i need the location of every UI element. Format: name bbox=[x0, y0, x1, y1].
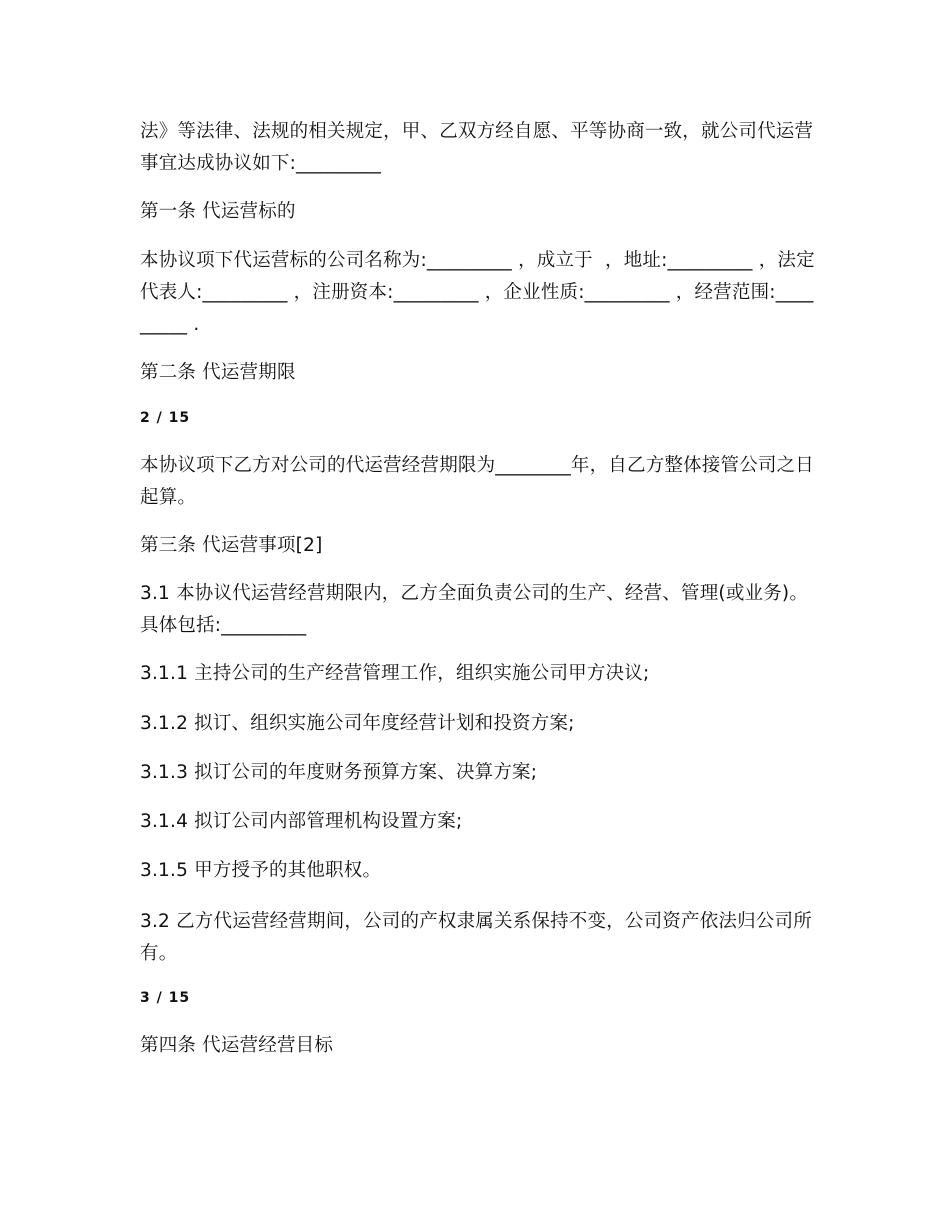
clause-3-1-2: 3.1.2 拟订、组织实施公司年度经营计划和投资方案; bbox=[140, 713, 575, 734]
article-3-heading: 第三条 代运营事项[2] bbox=[140, 535, 323, 556]
article-1-heading: 第一条 代运营标的 bbox=[140, 201, 296, 222]
article-4-heading: 第四条 代运营经营目标 bbox=[140, 1035, 334, 1056]
clause-3-1-1: 3.1.1 主持公司的生产经营管理工作，组织实施公司甲方决议; bbox=[140, 663, 650, 684]
clause-3-1-4: 3.1.4 拟订公司内部管理机构设置方案; bbox=[140, 811, 463, 832]
clause-3-1-5: 3.1.5 甲方授予的其他职权。 bbox=[140, 860, 382, 881]
clause-3-1: 3.1 本协议代运营经营期限内，乙方全面负责公司的生产、经营、管理(或业务)。具体包括:_________ bbox=[140, 583, 809, 636]
clause-3-1-3: 3.1.3 拟订公司的年度财务预算方案、决算方案; bbox=[140, 762, 538, 783]
clause-3-2: 3.2 乙方代运营经营期间，公司的产权隶属关系保持不变，公司资产依法归公司所有。 bbox=[140, 911, 812, 964]
article-2-body: 本协议项下乙方对公司的代运营经营期限为________年，自乙方整体接管公司之日起算。 bbox=[140, 455, 815, 508]
page-number-marker: 3 / 15 bbox=[140, 990, 191, 1006]
article-1-body: 本协议项下代运营标的公司名称为:_________ ，成立于 ，地址:_________ ，法定代表人:_________ ，注册资本:_________ ，企业性质:_________ ，经营范围:_________ . bbox=[140, 250, 815, 335]
article-2-heading: 第二条 代运营期限 bbox=[140, 362, 296, 383]
page-number-marker: 2 / 15 bbox=[140, 410, 191, 426]
intro-paragraph: 法》等法律、法规的相关规定，甲、乙双方经自愿、平等协商一致，就公司代运营事宜达成协议如下:_________ bbox=[140, 121, 814, 174]
